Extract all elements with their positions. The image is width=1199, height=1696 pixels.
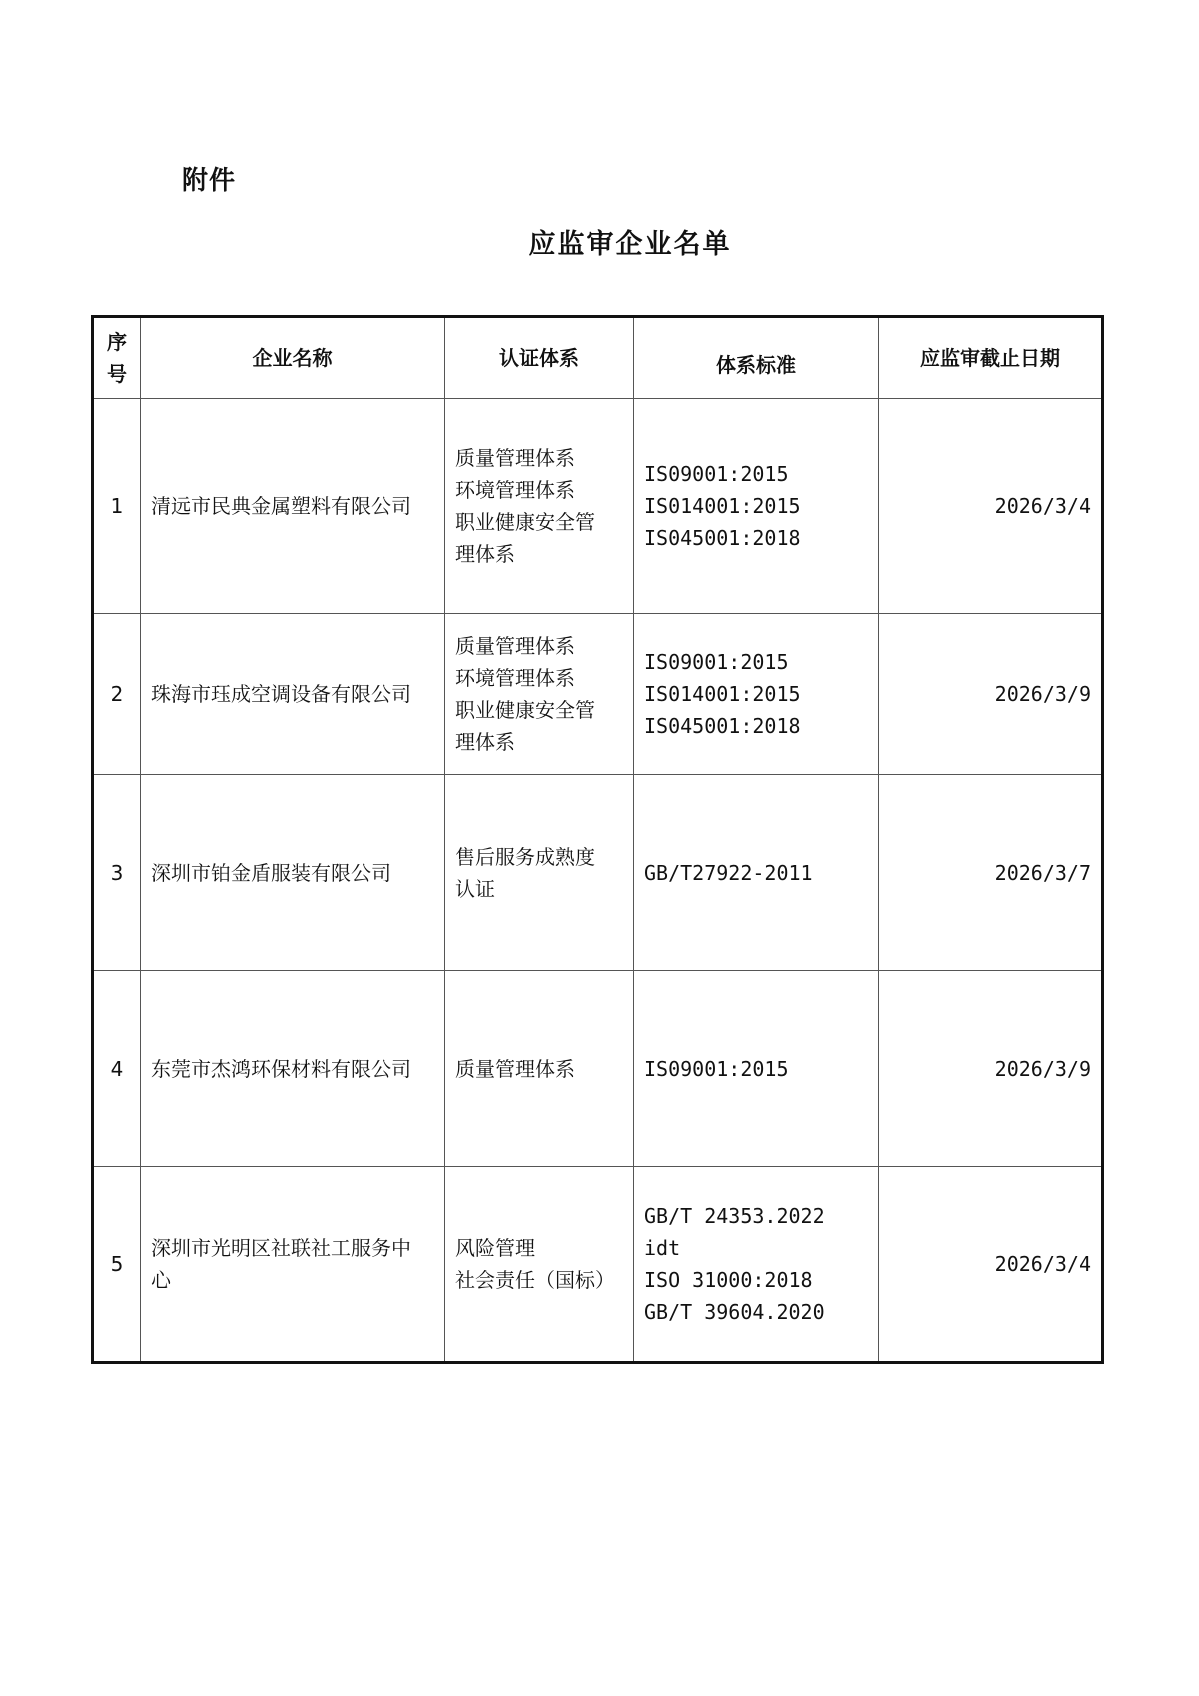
certification-line: 质量管理体系 [455, 446, 575, 470]
header-serial-line2: 号 [107, 362, 127, 386]
audit-deadline: 2026/3/9 [879, 614, 1103, 775]
certification-line: 质量管理体系 [455, 634, 575, 658]
table-row [93, 971, 1103, 1167]
company-name: 深圳市铂金盾服装有限公司 [141, 775, 445, 971]
standard-line: IS09001:2015 [644, 462, 789, 486]
table-row [93, 775, 1103, 971]
certification-system [445, 971, 634, 1167]
row-number: 2 [93, 614, 141, 775]
system-standard [634, 775, 879, 971]
system-standard [634, 399, 879, 614]
company-name-line: 心 [151, 1268, 171, 1292]
header-serial-number [93, 317, 141, 399]
table-row [93, 399, 1103, 614]
standard-line: IS045001:2018 [644, 714, 801, 738]
certification-line: 环境管理体系 [455, 666, 575, 690]
audit-deadline: 2026/3/7 [879, 775, 1103, 971]
company-name: 东莞市杰鸿环保材料有限公司 [141, 971, 445, 1167]
certification-line: 社会责任（国标） [455, 1268, 615, 1292]
row-number: 4 [93, 971, 141, 1167]
standard-line: IS09001:2015 [644, 1056, 789, 1081]
system-standard [634, 971, 879, 1167]
audit-deadline: 2026/3/4 [879, 1167, 1103, 1363]
audit-company-table [91, 315, 1104, 1364]
audit-deadline: 2026/3/9 [879, 971, 1103, 1167]
certification-line: 理体系 [455, 730, 515, 754]
certification-line: 理体系 [455, 542, 515, 566]
system-standard [634, 614, 879, 775]
company-name: 珠海市珏成空调设备有限公司 [141, 614, 445, 775]
certification-line: 风险管理 [455, 1236, 535, 1260]
company-name [141, 1167, 445, 1363]
company-name: 清远市民典金属塑料有限公司 [141, 399, 445, 614]
certification-system [445, 399, 634, 614]
table-row [93, 614, 1103, 775]
company-name-line: 深圳市光明区社联社工服务中 [151, 1236, 411, 1260]
certification-line: 环境管理体系 [455, 478, 575, 502]
certification-line: 职业健康安全管 [455, 510, 595, 534]
certification-line: 售后服务成熟度 [455, 844, 595, 869]
table-header-row [93, 317, 1103, 399]
system-standard [634, 1167, 879, 1363]
certification-line: 认证 [455, 876, 495, 901]
header-certification-system: 认证体系 [445, 317, 634, 399]
standard-line: GB/T 39604.2020 [644, 1300, 825, 1324]
header-serial-line1: 序 [107, 330, 127, 354]
certification-line: 职业健康安全管 [455, 698, 595, 722]
attachment-label: 附件 [182, 166, 237, 196]
standard-line: IS045001:2018 [644, 526, 801, 550]
table-row [93, 1167, 1103, 1363]
standard-line: GB/T 24353.2022 idt [644, 1204, 825, 1260]
header-system-standard-text: 体系标准 [716, 353, 796, 377]
certification-system [445, 775, 634, 971]
row-number: 3 [93, 775, 141, 971]
certification-line: 质量管理体系 [455, 1056, 575, 1081]
standard-line: ISO 31000:2018 [644, 1268, 813, 1292]
standard-line: GB/T27922-2011 [644, 860, 813, 885]
header-company-name: 企业名称 [141, 317, 445, 399]
standard-line: IS014001:2015 [644, 682, 801, 706]
standard-line: IS09001:2015 [644, 650, 789, 674]
certification-system [445, 614, 634, 775]
audit-deadline: 2026/3/4 [879, 399, 1103, 614]
standard-line: IS014001:2015 [644, 494, 801, 518]
certification-system [445, 1167, 634, 1363]
row-number: 1 [93, 399, 141, 614]
header-system-standard [634, 317, 879, 399]
row-number: 5 [93, 1167, 141, 1363]
header-audit-deadline: 应监审截止日期 [879, 317, 1103, 399]
document-title: 应监审企业名单 [528, 229, 732, 260]
